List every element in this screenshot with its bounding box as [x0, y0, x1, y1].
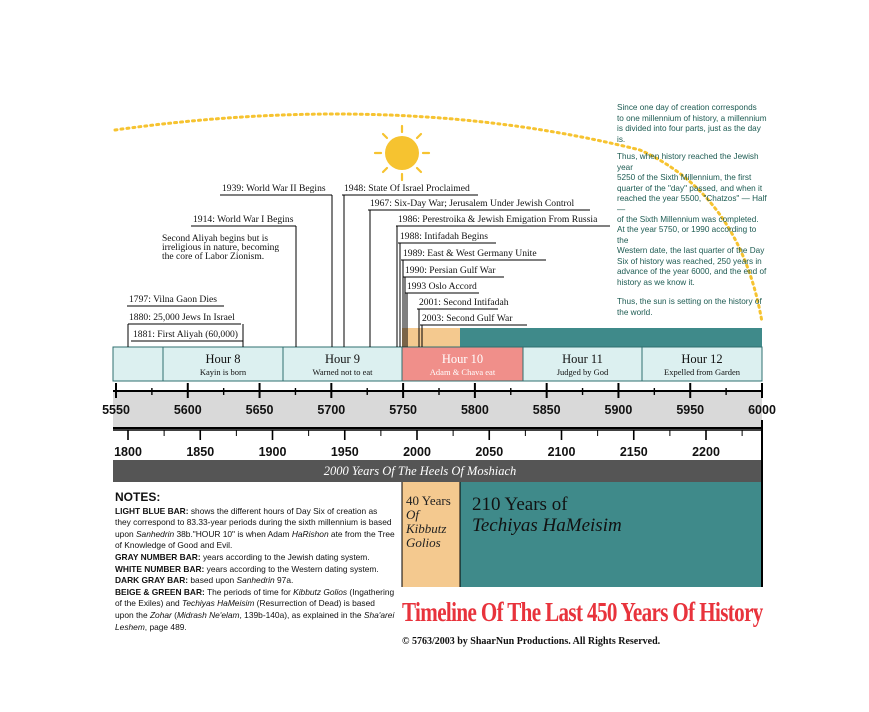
second-aliyah-line-2: irreligious in nature, becoming [162, 243, 280, 253]
event-label: 2001: Second Intifadah [419, 297, 509, 308]
side-paragraph-1: Since one day of creation corresponds to one millennium of history, a millennium is divided into four parts, just as the day is. [617, 103, 767, 144]
event-label: 1948: State Of Israel Proclaimed [344, 183, 470, 194]
notes-heading: NOTES: [115, 490, 161, 504]
event-label: 1914: World War I Begins [193, 214, 294, 225]
event-label: 1993 Oslo Accord [407, 281, 477, 292]
hour-title: Hour 9 [324, 352, 361, 366]
event-label: 1990: Persian Gulf War [405, 265, 496, 276]
event-label: 2003: Second Gulf War [422, 313, 513, 324]
hour-subtitle: Warned not to eat [312, 367, 373, 377]
note-white: WHITE NUMBER BAR: years according to the Western dating system. [115, 563, 379, 574]
hour-subtitle: Judged by God [556, 367, 609, 377]
jewish-year-label: 5950 [676, 403, 705, 417]
jewish-year-label: 5700 [317, 403, 346, 417]
second-aliyah-line-1: Second Aliyah begins but is [162, 234, 269, 244]
notes-panel [115, 492, 395, 633]
note-light-blue: LIGHT BLUE BAR: shows the different hours of Day Six of creation as they correspond to 83.33-year periods during the sixth millennium is based upon Sanhedrin 38b."HOUR 10" is when Adam HaRishon ate from the Tree of Knowledge of Good and Evil. [115, 505, 395, 551]
western-year-label: 2100 [547, 445, 576, 459]
event-marker [131, 324, 243, 347]
hour-title: Hour 10 [441, 352, 484, 366]
event-label: 1797: Vilna Gaon Dies [129, 294, 217, 305]
kibbutz-golios-label: 40 Years Of Kibbutz Golios [406, 493, 451, 550]
hour-cell-10 [402, 347, 523, 381]
western-year-label: 1950 [330, 445, 359, 459]
jewish-year-bar [113, 391, 762, 428]
western-year-label: 1850 [186, 445, 215, 459]
hour-cell-12 [642, 347, 762, 381]
beige-band-top [402, 328, 460, 347]
hour-title: Hour 8 [205, 352, 241, 366]
event-marker [127, 294, 224, 306]
event-label: 1988: Intifadah Begins [400, 231, 488, 242]
hour-title: Hour 12 [681, 352, 723, 366]
event-label: 1986: Perestroika & Jewish Emigation From Russia [398, 214, 598, 225]
hour-bar [113, 347, 762, 381]
event-label: 1967: Six-Day War; Jerusalem Under Jewish Control [370, 198, 575, 209]
second-aliyah-line-3: the core of Labor Zionism. [162, 252, 265, 262]
hour-subtitle: Expelled from Garden [664, 367, 740, 377]
hour-cell-8 [163, 347, 283, 381]
hour-title: Hour 11 [562, 352, 603, 366]
jewish-year-label: 5550 [102, 403, 130, 417]
jewish-year-label: 5600 [173, 403, 202, 417]
jewish-year-label: 5850 [532, 403, 561, 417]
jewish-year-label: 5800 [460, 403, 489, 417]
techiyas-label: 210 Years of Techiyas HaMeisim [472, 494, 622, 536]
hour-cell-11 [523, 347, 642, 381]
jewish-year-label: 5650 [245, 403, 274, 417]
note-dark: DARK GRAY BAR: based upon Sanhedrin 97a. [115, 575, 294, 586]
western-year-label: 2050 [475, 445, 504, 459]
hour-cell-9 [283, 347, 402, 381]
dark-bar-label: 2000 Years Of The Heels Of Moshiach [323, 464, 517, 478]
hour-bar-lead [113, 347, 163, 381]
western-year-label: 1800 [114, 445, 142, 459]
hour-subtitle: Kayin is born [199, 367, 247, 377]
event-label: 1880: 25,000 Jews In Israel [129, 312, 235, 323]
note-gray: GRAY NUMBER BAR: years according to the Jewish dating system. [115, 551, 370, 562]
event-label: 1939: World War II Begins [222, 183, 326, 194]
jewish-year-label: 6000 [748, 403, 776, 417]
event-label: 1989: East & West Germany Unite [403, 248, 537, 259]
western-year-label: 1900 [258, 445, 287, 459]
note-beige: BEIGE & GREEN BAR: The periods of time for Kibbutz Golios (Ingathering of the Exiles) and Techiyas HaMeisim (Resurrection of Dead) is based upon the Zohar (Midrash Ne'elam, 139b-140a), as explained in the Sha'arei Leshem, page 489. [115, 586, 395, 632]
sun-icon [375, 126, 429, 180]
event-label: 1881: First Aliyah (60,000) [133, 329, 238, 340]
copyright: © 5763/2003 by ShaarNun Productions. All Rights Reserved. [402, 636, 661, 647]
jewish-year-label: 5750 [389, 403, 418, 417]
side-paragraph-3: At the year 5750, or 1990 according to the Western date, the last quarter of the Day Six of history was reached, 250 years in advance of the year 6000, and the end of history as we know it. [617, 225, 767, 287]
jewish-year-label: 5900 [604, 403, 633, 417]
western-year-label: 2150 [619, 445, 648, 459]
event-marker [220, 183, 332, 347]
side-paragraph-4: Thus, the sun is setting on the history of the world. [617, 297, 762, 317]
page-title: Timeline Of The Last 450 Years Of History [402, 597, 763, 627]
second-aliyah-note [162, 234, 279, 262]
western-year-label: 2200 [692, 445, 720, 459]
western-year-label: 2000 [403, 445, 431, 459]
side-paragraph-2: Thus, when history reached the Jewish year 5250 of the Sixth Millennium, the first quarter of the "day" passed, and when it reached the year 5500, "Chatzos" — Half — of the Sixth Millennium was completed. [617, 152, 767, 224]
hour-subtitle: Adam & Chava eat [429, 367, 496, 377]
